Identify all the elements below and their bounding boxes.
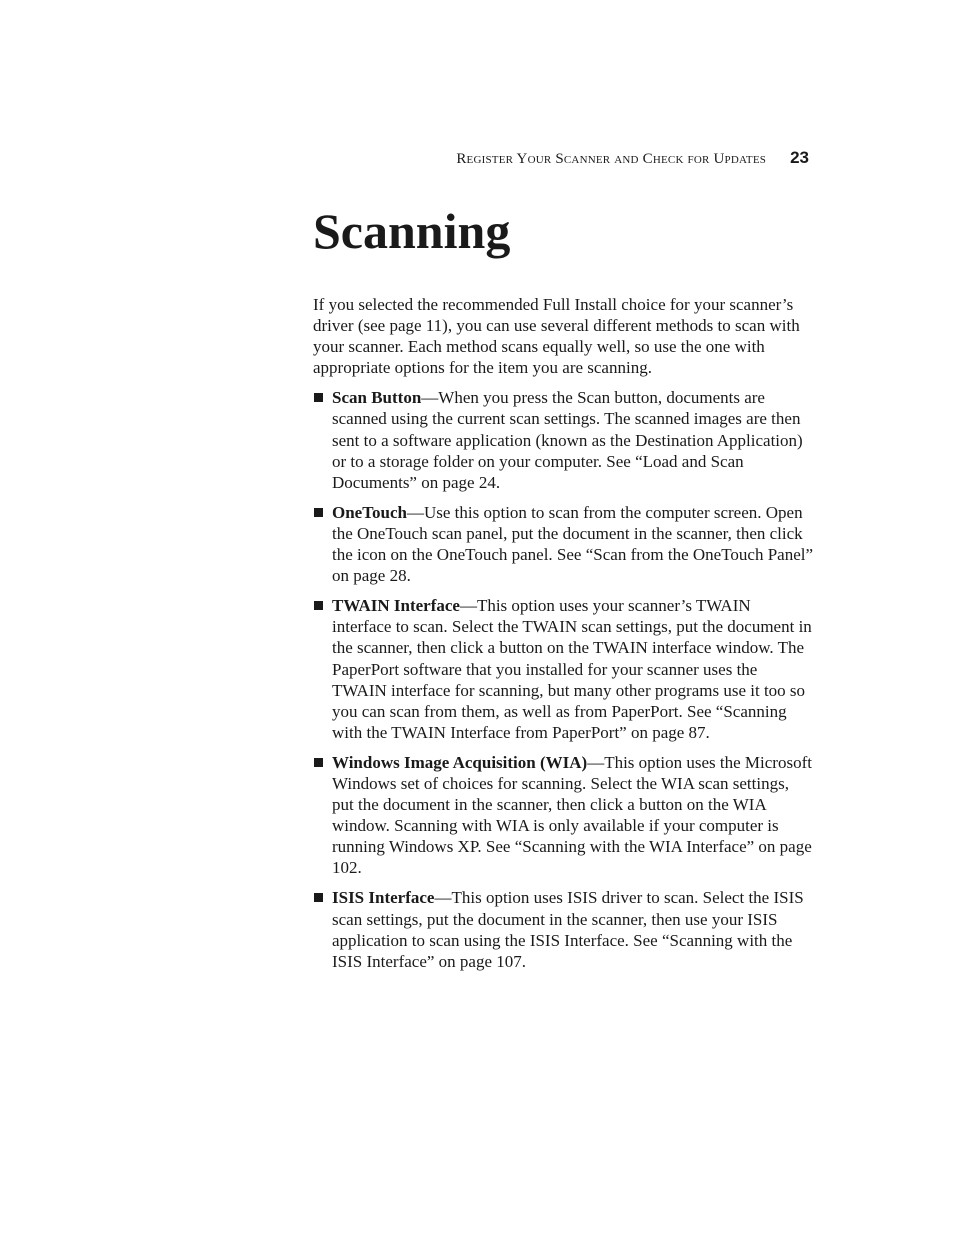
method-term: ISIS Interface <box>332 888 435 908</box>
method-term: Windows Image Acquisition (WIA) <box>332 752 588 772</box>
square-bullet-icon <box>314 601 323 610</box>
method-description: —Use this option to scan from the computer screen. Open the OneTouch scan panel, put the document in the scanner, then click the icon on the OneTouch panel. See “Scan from the OneTouch Panel” on page 28. <box>332 502 814 586</box>
square-bullet-icon <box>314 393 323 402</box>
scan-methods-list <box>313 387 813 971</box>
method-term: OneTouch <box>332 502 407 522</box>
square-bullet-icon <box>314 893 323 902</box>
method-description: —This option uses the Microsoft Windows set of choices for scanning. Select the WIA scan settings, put the document in the scanner, then click a button on the WIA window. Scanning with WIA is only available if your computer is running Windows XP. See “Scanning with the WIA Interface” on page 102. <box>332 752 812 878</box>
page-number: 23 <box>790 148 809 167</box>
intro-paragraph: If you selected the recommended Full Install choice for your scanner’s driver (see page 11), you can use several different methods to scan with your scanner. Each method scans equally well, so use the one with appropriate options for the item you are scanning. <box>313 295 800 378</box>
list-item-twain <box>313 595 813 743</box>
list-item-scan-button <box>313 387 813 492</box>
running-header <box>456 148 809 168</box>
method-description: —This option uses ISIS driver to scan. Select the ISIS scan settings, put the document in the scanner, then use your ISIS application to scan using the ISIS Interface. See “Scanning with the ISIS Interface” on page 107. <box>332 888 804 971</box>
list-item-wia <box>313 752 813 879</box>
list-item-onetouch <box>313 502 813 586</box>
method-term: Scan Button <box>332 388 422 408</box>
body-content <box>313 294 813 981</box>
page-title: Scanning <box>313 203 511 259</box>
square-bullet-icon <box>314 508 323 517</box>
method-description: —When you press the Scan button, documents are scanned using the current scan settings. The scanned images are then sent to a software application (known as the Destination Application) or to a storage folder on your computer. See “Load and Scan Documents” on page 24. <box>332 388 803 492</box>
running-header-title: Register Your Scanner and Check for Updates <box>456 151 767 167</box>
method-term: TWAIN Interface <box>332 596 460 616</box>
square-bullet-icon <box>314 758 323 767</box>
list-item-isis <box>313 887 813 971</box>
method-description: —This option uses your scanner’s TWAIN interface to scan. Select the TWAIN scan settings, put the document in the scanner, then click a button on the TWAIN interface window. The PaperPort software that you installed for your scanner uses the TWAIN interface for scanning, but many other programs use it too so you can scan from them, as well as from PaperPort. See “Scanning with the TWAIN Interface from PaperPort” on page 87. <box>332 596 812 742</box>
